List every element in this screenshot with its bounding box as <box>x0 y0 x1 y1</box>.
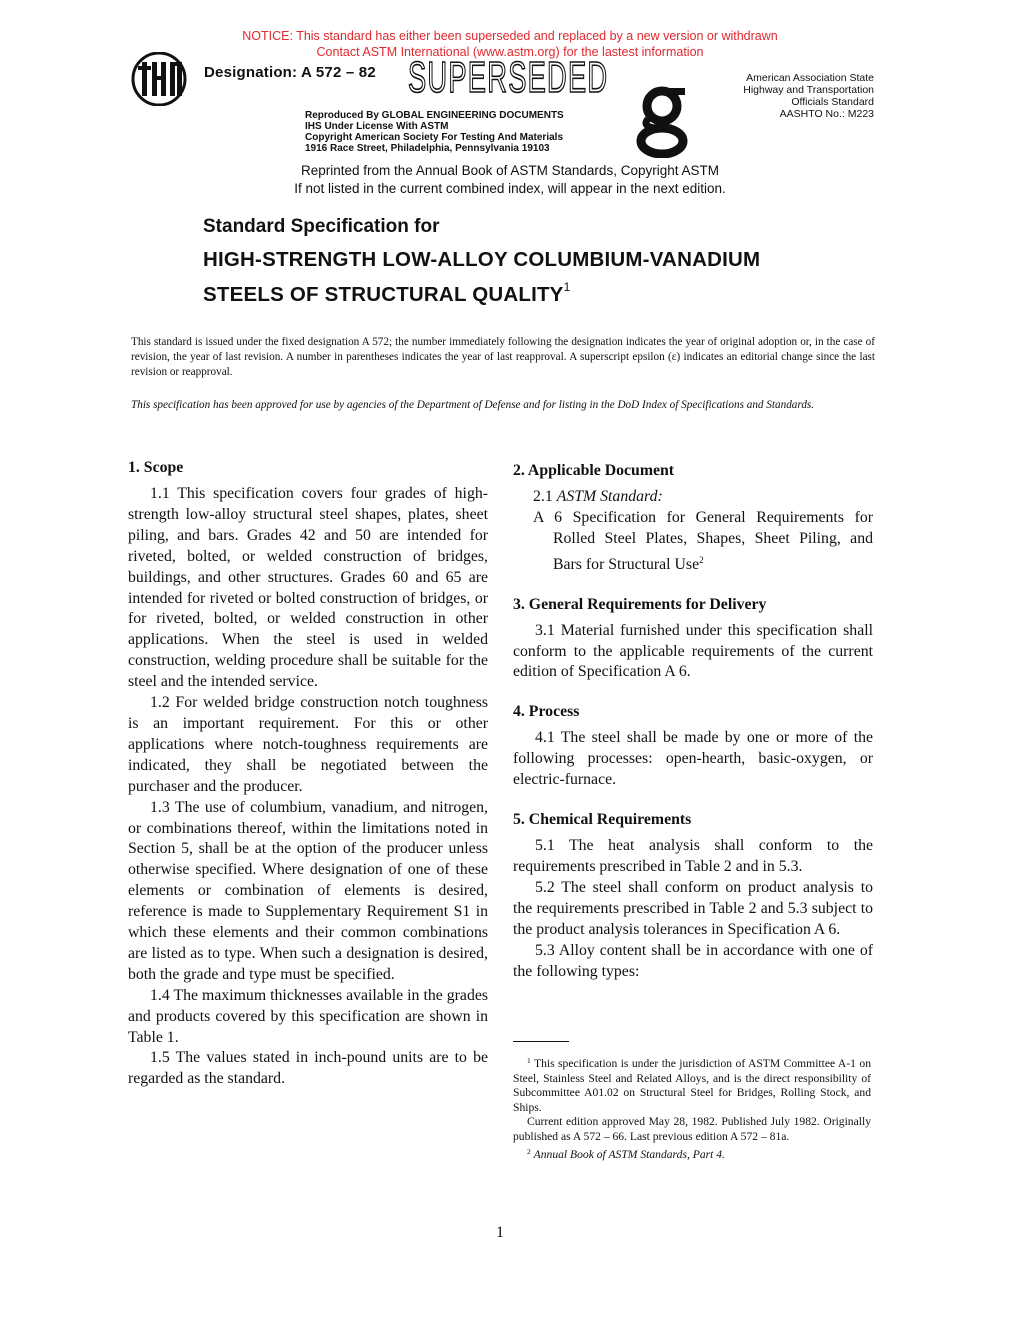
astm-logo-icon <box>130 52 188 106</box>
footnote-text: This specification is under the jurisdiction of ASTM Committee A-1 on Steel, Stainless Steel and Related Alloys, and is the direct responsibility of Subcommittee A01.02 on Structural Steel for Bridges, Rolling Stock, and Ships. <box>513 1057 871 1114</box>
repro-line: Reproduced By GLOBAL ENGINEERING DOCUMENTS <box>305 110 564 121</box>
aashto-line: AASHTO No.: M223 <box>779 108 874 120</box>
footnote-2 <box>513 1145 871 1163</box>
paragraph: 1.3 The use of columbium, vanadium, and nitrogen, or combinations thereof, within the limitations noted in Section 5, shall be at the option of the producer unless otherwise specified. Where designation of one of these elements or combination of elements is desired, reference is made to Supplementary Requirement S1 in which these elements and their common combinations are listed as to type. When such a designation is desired, both the grade and type must be specified. <box>128 798 488 983</box>
paragraph: 1.1 This specification covers four grades of high-strength low-alloy structural steel shapes, plates, sheet piling, and bars. Grades 42 and 50 are intended for riveted, bolted, or welded construction of bridges, buildings, and other structures. Grades 60 and 65 are intended for riveted or bolted construction of bridges, or for riveted, bolted, or welded construction in other applications. When the steel is used in welded construction, welding procedure shall be suitable for the steel and the intended service. <box>128 485 488 691</box>
footnote-divider <box>513 1041 569 1042</box>
repro-line: 1916 Race Street, Philadelphia, Pennsylvania 19103 <box>305 143 550 154</box>
global-documents-g-icon <box>636 86 688 158</box>
notice-line-2: Contact ASTM International (www.astm.org) for the lastest information <box>316 45 704 59</box>
title-line-1: HIGH-STRENGTH LOW-ALLOY COLUMBIUM-VANADIUM <box>203 248 761 271</box>
superseded-stamp: SUPERSEDED <box>408 53 609 102</box>
subsection-number: 2.1 <box>533 488 553 505</box>
title-footnote-ref: 1 <box>563 280 571 294</box>
paragraph: 5.1 The heat analysis shall conform to the requirements prescribed in Table 2 and in 5.3. <box>513 837 873 875</box>
section-heading: 5. Chemical Requirements <box>513 811 692 829</box>
footnote-text: Annual Book of ASTM Standards, Part 4. <box>533 1147 725 1161</box>
footnotes <box>513 1054 871 1162</box>
paragraph: 5.3 Alloy content shall be in accordance with one of the following types: <box>513 941 873 980</box>
title-line-2-text: STEELS OF STRUCTURAL QUALITY <box>203 283 564 306</box>
right-column <box>513 461 873 1001</box>
repro-line: IHS Under License With ASTM <box>305 121 449 132</box>
footnote-mark: 1 <box>527 1056 531 1065</box>
notice-line-1: NOTICE: This standard has either been superseded and replaced by a new version or withdrawn <box>242 29 778 43</box>
paragraph: 3.1 Material furnished under this specification shall conform to the applicable requirements of the current edition of Specification A 6. <box>513 621 873 681</box>
paragraph: 1.5 The values stated in inch-pound units are to be regarded as the standard. <box>128 1049 488 1088</box>
subsection-label <box>513 487 873 508</box>
aashto-line: American Association State <box>746 72 874 84</box>
section-general-requirements <box>513 595 873 684</box>
aashto-line: Highway and Transportation <box>743 84 874 96</box>
section-scope <box>128 458 488 1090</box>
section-heading: 3. General Requirements for Delivery <box>513 595 767 613</box>
reference-text: A 6 Specification for General Requirements for Rolled Steel Plates, Shapes, Sheet Piling, and Bars for Structural Use <box>533 508 873 573</box>
reproduction-notice <box>305 110 564 154</box>
footnote-mark: 2 <box>527 1146 531 1156</box>
page-number: 1 <box>496 1224 504 1241</box>
section-heading: 1. Scope <box>128 459 184 476</box>
footnote-1 <box>513 1054 871 1115</box>
reprinted-line-2: If not listed in the current combined index, will appear in the next edition. <box>294 181 726 196</box>
section-chemical-requirements <box>513 810 873 982</box>
repro-line: Copyright American Society For Testing And Materials <box>305 132 564 143</box>
section-applicable-document <box>513 461 873 576</box>
aashto-line: Officials Standard <box>791 96 874 108</box>
footnote-1b: Current edition approved May 28, 1982. Published July 1982. Originally published as A 572 – 66. Last previous edition A 572 – 81a. <box>513 1115 871 1143</box>
section-process <box>513 702 873 791</box>
paragraph: 1.2 For welded bridge construction notch toughness is an important requirement. For this or other applications where notch-toughness requirements are indicated, they shall be negotiated between the purchaser and the producer. <box>128 694 488 795</box>
reprinted-line-1: Reprinted from the Annual Book of ASTM Standards, Copyright ASTM <box>301 163 719 178</box>
approved-note: This specification has been approved for use by agencies of the Department of Defense and for listing in the DoD Index of Specifications and Standards. <box>131 399 815 411</box>
reprinted-note <box>0 162 1020 198</box>
footnote-ref: 2 <box>699 554 704 565</box>
paragraph: 1.4 The maximum thicknesses available in the grades and products covered by this specification are shown in Table 1. <box>128 986 488 1046</box>
section-heading: 2. Applicable Document <box>513 462 675 479</box>
section-heading: 4. Process <box>513 703 580 721</box>
designation: Designation: A 572 – 82 <box>204 64 376 81</box>
subsection-title: ASTM Standard: <box>556 488 663 505</box>
aashto-block <box>674 72 874 120</box>
paragraph: 4.1 The steel shall be made by one or more of the following processes: open-hearth, basic-oxygen, or electric-furnace. <box>513 729 873 789</box>
title-pre: Standard Specification for <box>203 216 440 237</box>
reference-entry <box>513 508 873 576</box>
paragraph: 5.2 The steel shall conform on product analysis to the requirements prescribed in Table 2 and 5.3 subject to the product analysis tolerances in Specification A 6. <box>513 878 873 938</box>
left-column <box>128 458 488 1109</box>
title-line-2 <box>203 280 570 307</box>
issued-note: This standard is issued under the fixed designation A 572; the number immediately following the designation indicates the year of original adoption or, in the case of revision, the year of last revision. A number in parentheses indicates the year of last reapproval. A superscript epsilon (ε) indicates an editorial change since the last revision or reapproval. <box>131 336 875 378</box>
